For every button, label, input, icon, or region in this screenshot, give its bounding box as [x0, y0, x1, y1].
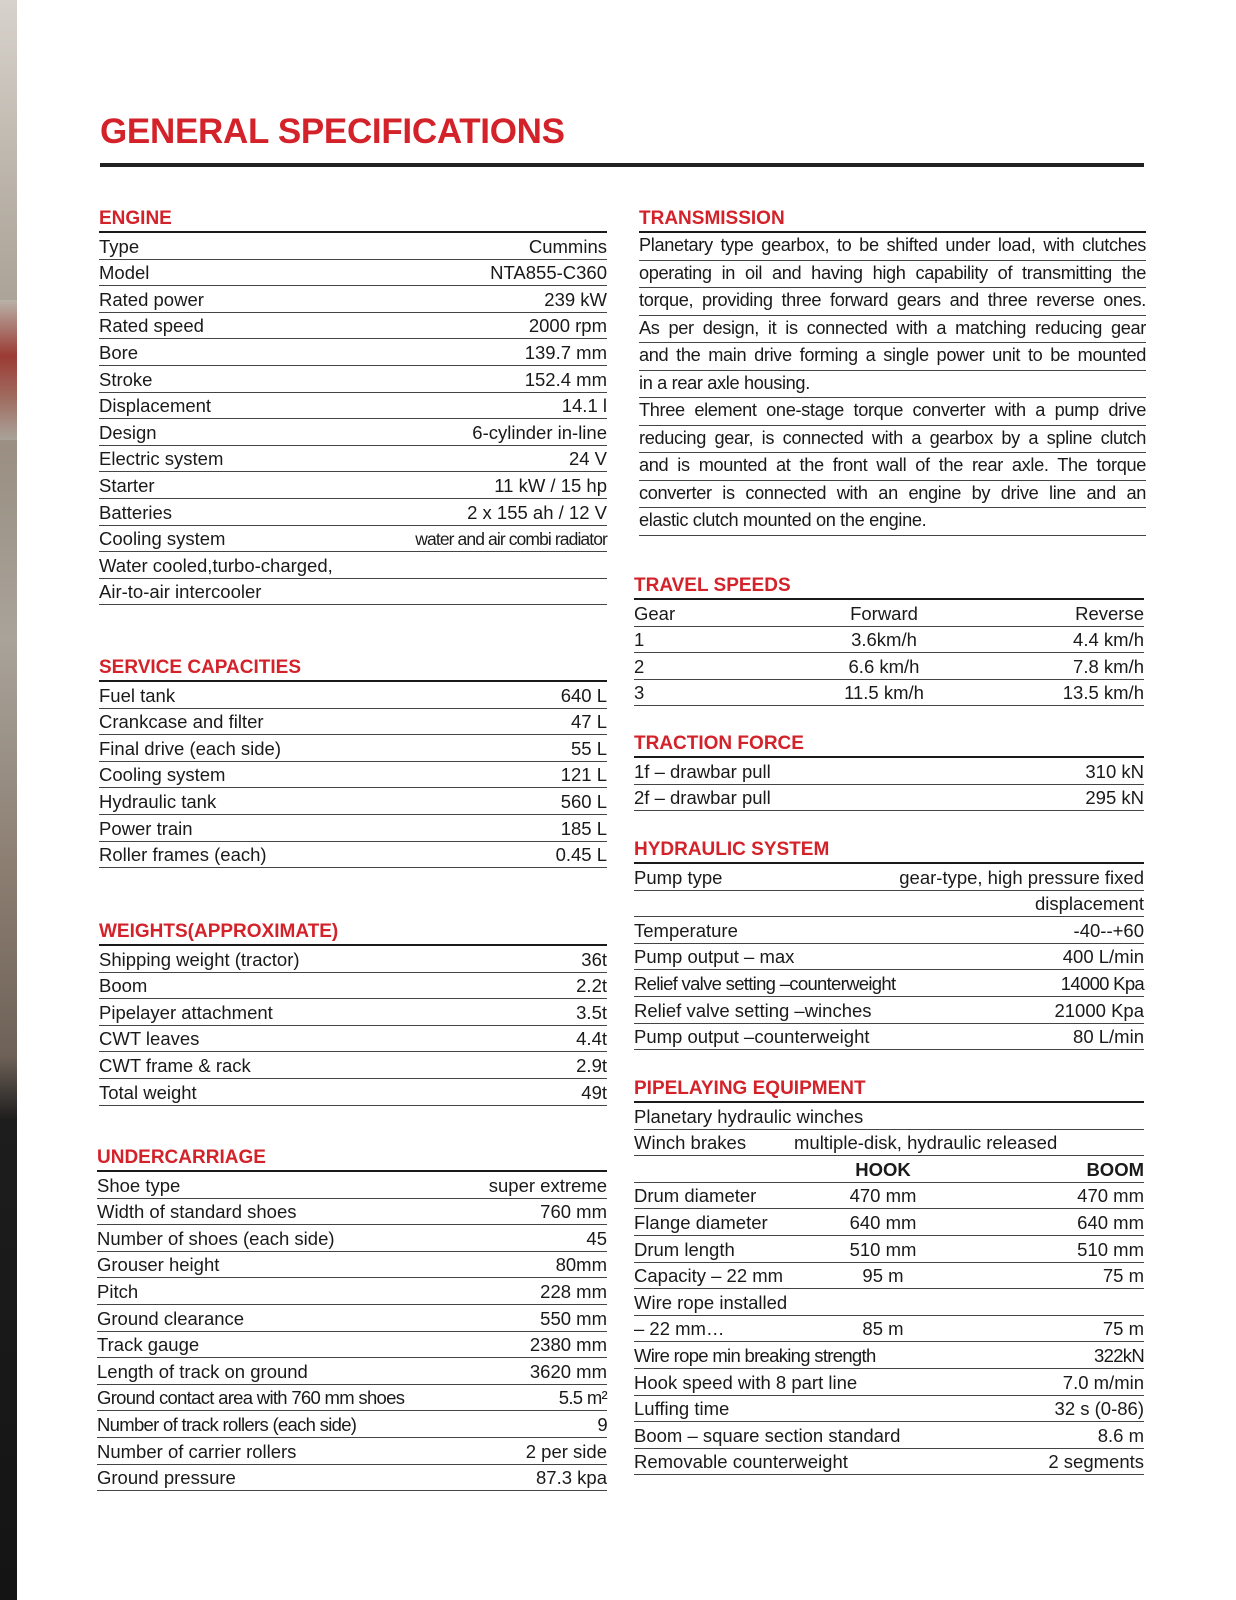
- undercarriage-value: 9: [597, 1413, 607, 1435]
- traction-rows: [634, 758, 1144, 811]
- wire-rope-label: Wire rope installed: [634, 1291, 788, 1313]
- service-value: 0.45 L: [555, 844, 607, 866]
- undercarriage-label: Number of track rollers (each side): [97, 1413, 357, 1435]
- weights-value: 49t: [581, 1081, 607, 1103]
- pump-type-row: [634, 864, 1144, 891]
- engine-value: 2000 rpm: [528, 315, 607, 337]
- edge-photo-detail: [0, 300, 17, 440]
- service-label: Fuel tank: [99, 684, 176, 706]
- engine-row: [99, 472, 607, 499]
- service-label: Power train: [99, 817, 193, 839]
- hydraulic-label: Temperature: [634, 919, 738, 941]
- undercarriage-value: 228 mm: [540, 1280, 607, 1302]
- pipelaying-value: 8.6 m: [1097, 1424, 1144, 1446]
- weights-value: 2.9t: [576, 1054, 607, 1076]
- service-value: 640 L: [560, 684, 607, 706]
- weights-row: [99, 973, 607, 1000]
- undercarriage-label: Track gauge: [97, 1334, 200, 1356]
- engine-value: 24 V: [568, 448, 607, 470]
- travel-speeds-section: [634, 574, 1144, 706]
- undercarriage-row: [97, 1358, 607, 1385]
- engine-value: 6-cylinder in-line: [472, 421, 607, 443]
- service-rows: [99, 682, 607, 868]
- engine-label: Type: [99, 235, 140, 257]
- transmission-line: and the main drive forming a single power unit to be mounted: [639, 343, 1146, 371]
- pipelaying-row: [634, 1236, 1144, 1263]
- pipelaying-cell: 75 m: [1102, 1265, 1144, 1287]
- pipelaying-section: [634, 1077, 1144, 1475]
- transmission-line: torque, providing three forward gears and three reverse ones.: [639, 288, 1146, 316]
- traction-value: 295 kN: [1085, 787, 1144, 809]
- engine-title: ENGINE: [99, 207, 607, 233]
- traction-title: TRACTION FORCE: [634, 732, 1144, 758]
- engine-row: [99, 419, 607, 446]
- travel-speeds-cell: 4.4 km/h: [1073, 629, 1144, 651]
- hydraulic-value: 80 L/min: [1073, 1026, 1144, 1048]
- transmission-text: [639, 233, 1146, 536]
- pipelaying-value: 32 s (0-86): [1054, 1398, 1144, 1420]
- engine-value: NTA855-C360: [490, 262, 607, 284]
- transmission-title: TRANSMISSION: [639, 207, 1146, 233]
- engine-row: [99, 313, 607, 340]
- weights-label: Boom: [99, 975, 148, 997]
- traction-row: [634, 785, 1144, 812]
- pipelaying-value: 2 segments: [1048, 1451, 1144, 1473]
- winch-brakes-row: [634, 1130, 1144, 1157]
- engine-value: 152.4 mm: [524, 368, 607, 390]
- pipelaying-value: 322kN: [1094, 1344, 1144, 1366]
- hydraulic-label: Pump output – max: [634, 946, 795, 968]
- wire-rope-cell: 85 m: [862, 1318, 904, 1340]
- undercarriage-rows: [97, 1172, 607, 1491]
- pipelaying-cell: Capacity – 22 mm: [634, 1265, 784, 1287]
- wire-rope-cell: – 22 mm…: [634, 1318, 725, 1340]
- pipelaying-row: [634, 1183, 1144, 1210]
- weights-label: Shipping weight (tractor): [99, 948, 300, 970]
- undercarriage-label: Ground pressure: [97, 1467, 236, 1489]
- pipelaying-row: [634, 1209, 1144, 1236]
- service-label: Crankcase and filter: [99, 711, 264, 733]
- service-row: [99, 788, 607, 815]
- undercarriage-section: [97, 1146, 607, 1491]
- service-row: [99, 682, 607, 709]
- engine-label: Electric system: [99, 448, 224, 470]
- hydraulic-value: 14000 Kpa: [1060, 972, 1144, 994]
- pipelaying-row: [634, 1396, 1144, 1423]
- pipelaying-label: Boom – square section standard: [634, 1424, 901, 1446]
- engine-label: Displacement: [99, 395, 212, 417]
- undercarriage-label: Ground clearance: [97, 1307, 245, 1329]
- transmission-line: Three element one-stage torque converter with a pump drive: [639, 398, 1146, 426]
- engine-label: Design: [99, 421, 157, 443]
- pipelaying-cell: Flange diameter: [634, 1211, 768, 1233]
- service-row: [99, 735, 607, 762]
- undercarriage-value: 87.3 kpa: [536, 1467, 607, 1489]
- weights-value: 36t: [581, 948, 607, 970]
- page-title: GENERAL SPECIFICATIONS: [100, 112, 565, 151]
- undercarriage-label: Length of track on ground: [97, 1360, 308, 1382]
- undercarriage-value: 5.5 m²: [558, 1387, 607, 1409]
- winch-brakes-label: Winch brakes: [634, 1132, 747, 1154]
- transmission-line: in a rear axle housing.: [639, 371, 1146, 399]
- weights-label: Pipelayer attachment: [99, 1001, 273, 1023]
- hydraulic-label: Relief valve setting –counterweight: [634, 972, 896, 994]
- transmission-line: Planetary type gearbox, to be shifted under load, with clutches: [639, 233, 1146, 261]
- engine-label: Rated speed: [99, 315, 204, 337]
- engine-row: [99, 286, 607, 313]
- wire-rope-cell: 75 m: [1102, 1318, 1144, 1340]
- engine-row: [99, 260, 607, 287]
- wire-rope-values: [634, 1316, 1144, 1343]
- travel-speeds-cell: 13.5 km/h: [1062, 682, 1144, 704]
- pipelaying-header-row: [634, 1156, 1144, 1183]
- engine-row: [99, 366, 607, 393]
- pipelaying-header-cell: HOOK: [855, 1158, 911, 1180]
- pump-type-value-1: gear-type, high pressure fixed: [899, 866, 1144, 888]
- engine-value: 2 x 155 ah / 12 V: [467, 501, 607, 523]
- service-title: SERVICE CAPACITIES: [99, 656, 607, 682]
- traction-label: 1f – drawbar pull: [634, 760, 771, 782]
- service-label: Roller frames (each): [99, 844, 267, 866]
- undercarriage-label: Number of carrier rollers: [97, 1440, 297, 1462]
- engine-label: Air-to-air intercooler: [99, 581, 262, 603]
- service-section: [99, 656, 607, 868]
- travel-speeds-header-row: [634, 600, 1144, 627]
- pipelaying-row: [634, 1449, 1144, 1476]
- service-value: 121 L: [560, 764, 607, 786]
- hydraulic-label: Pump output –counterweight: [634, 1026, 870, 1048]
- undercarriage-value: super extreme: [488, 1174, 607, 1196]
- traction-label: 2f – drawbar pull: [634, 787, 771, 809]
- pipelaying-cell: 510 mm: [1077, 1238, 1144, 1260]
- travel-speeds-cell: 1: [634, 629, 645, 651]
- left-edge-photo-strip: [0, 0, 17, 1600]
- undercarriage-label: Grouser height: [97, 1254, 220, 1276]
- weights-row: [99, 1052, 607, 1079]
- engine-row: [99, 552, 607, 579]
- weights-value: 2.2t: [576, 975, 607, 997]
- travel-speeds-row: [634, 627, 1144, 654]
- hydraulic-row: [634, 944, 1144, 971]
- hydraulic-section: [634, 838, 1144, 1050]
- engine-label: Bore: [99, 341, 139, 363]
- undercarriage-row: [97, 1465, 607, 1492]
- undercarriage-row: [97, 1172, 607, 1199]
- traction-section: [634, 732, 1144, 811]
- engine-row: [99, 393, 607, 420]
- engine-label: Stroke: [99, 368, 153, 390]
- engine-section: [99, 207, 607, 605]
- weights-row: [99, 946, 607, 973]
- weights-value: 4.4t: [576, 1028, 607, 1050]
- travel-speeds-cell: 3: [634, 682, 645, 704]
- pipelaying-title: PIPELAYING EQUIPMENT: [634, 1077, 1144, 1103]
- engine-value: water and air combi radiator: [415, 529, 607, 550]
- service-row: [99, 762, 607, 789]
- undercarriage-value: 2 per side: [525, 1440, 607, 1462]
- traction-value: 310 kN: [1085, 760, 1144, 782]
- pipelaying-label: Luffing time: [634, 1398, 730, 1420]
- service-label: Cooling system: [99, 764, 226, 786]
- service-row: [99, 815, 607, 842]
- engine-label: Rated power: [99, 288, 204, 310]
- engine-value: 139.7 mm: [524, 341, 607, 363]
- weights-row: [99, 999, 607, 1026]
- hydraulic-row: [634, 917, 1144, 944]
- pipelaying-row: [634, 1369, 1144, 1396]
- hydraulic-label: Relief valve setting –winches: [634, 999, 872, 1021]
- engine-value: Cummins: [528, 235, 607, 257]
- weights-rows: [99, 946, 607, 1106]
- engine-row: [99, 446, 607, 473]
- hydraulic-title: HYDRAULIC SYSTEM: [634, 838, 1144, 864]
- travel-speeds-cell: 7.8 km/h: [1073, 655, 1144, 677]
- pipelaying-cell: 470 mm: [1077, 1185, 1144, 1207]
- pipelaying-cell: 640 mm: [1077, 1211, 1144, 1233]
- hydraulic-row: [634, 997, 1144, 1024]
- travel-speeds-header-cell: Gear: [634, 602, 676, 624]
- undercarriage-row: [97, 1278, 607, 1305]
- undercarriage-label: Ground contact area with 760 mm shoes: [97, 1387, 405, 1409]
- pump-type-value-2: displacement: [1034, 893, 1144, 915]
- travel-speeds-cell: 2: [634, 655, 645, 677]
- pipelaying-cell: 640 mm: [849, 1211, 917, 1233]
- hydraulic-value: 21000 Kpa: [1054, 999, 1144, 1021]
- travel-speeds-header-cell: Reverse: [1075, 602, 1144, 624]
- engine-value: 14.1 l: [561, 395, 607, 417]
- undercarriage-value: 80mm: [555, 1254, 607, 1276]
- undercarriage-row: [97, 1305, 607, 1332]
- transmission-line: operating in oil and having high capability of transmitting the: [639, 261, 1146, 289]
- service-value: 47 L: [570, 711, 607, 733]
- pipelaying-cell: Drum length: [634, 1238, 735, 1260]
- pump-type-row-continued: [634, 891, 1144, 918]
- pump-type-label: Pump type: [634, 866, 723, 888]
- undercarriage-row: [97, 1225, 607, 1252]
- winches-row: [634, 1103, 1144, 1130]
- undercarriage-label: Pitch: [97, 1280, 139, 1302]
- hydraulic-rows: [634, 917, 1144, 1050]
- winches-label: Planetary hydraulic winches: [634, 1105, 864, 1127]
- pipelaying-row: [634, 1422, 1144, 1449]
- transmission-line: and is mounted at the front wall of the rear axle. The torque: [639, 453, 1146, 481]
- travel-speeds-cell: 11.5 km/h: [844, 682, 924, 704]
- pipelaying-cell: Drum diameter: [634, 1185, 757, 1207]
- undercarriage-title: UNDERCARRIAGE: [97, 1146, 607, 1172]
- transmission-section: [639, 207, 1146, 536]
- wire-rope-row: [634, 1289, 1144, 1316]
- weights-row: [99, 1079, 607, 1106]
- pipelaying-label: Wire rope min breaking strength: [634, 1344, 876, 1366]
- service-row: [99, 842, 607, 869]
- engine-row: [99, 339, 607, 366]
- undercarriage-value: 760 mm: [540, 1201, 607, 1223]
- transmission-line: reducing gear, is connected with a gearbox by a spline clutch: [639, 426, 1146, 454]
- transmission-line: As per design, it is connected with a matching reducing gear: [639, 316, 1146, 344]
- weights-label: CWT leaves: [99, 1028, 200, 1050]
- pipelaying-cell: 470 mm: [849, 1185, 917, 1207]
- hydraulic-value: -40--+60: [1073, 919, 1144, 941]
- pipelaying-value: 7.0 m/min: [1062, 1371, 1144, 1393]
- travel-speeds-title: TRAVEL SPEEDS: [634, 574, 1144, 600]
- hydraulic-row: [634, 970, 1144, 997]
- engine-value: 239 kW: [544, 288, 607, 310]
- service-value: 55 L: [570, 737, 607, 759]
- pipelaying-label: Removable counterweight: [634, 1451, 848, 1473]
- service-label: Final drive (each side): [99, 737, 281, 759]
- pipelaying-tail-rows: [634, 1342, 1144, 1475]
- undercarriage-value: 550 mm: [540, 1307, 607, 1329]
- weights-row: [99, 1026, 607, 1053]
- service-label: Hydraulic tank: [99, 790, 217, 812]
- undercarriage-label: Shoe type: [97, 1174, 181, 1196]
- undercarriage-row: [97, 1199, 607, 1226]
- undercarriage-row: [97, 1252, 607, 1279]
- engine-row: [99, 579, 607, 606]
- undercarriage-value: 45: [586, 1227, 607, 1249]
- undercarriage-value: 3620 mm: [529, 1360, 607, 1382]
- transmission-line: elastic clutch mounted on the engine.: [639, 508, 1146, 536]
- engine-rows: [99, 233, 607, 605]
- engine-row: [99, 233, 607, 260]
- pipelaying-cell: 95 m: [862, 1265, 904, 1287]
- engine-row: [99, 499, 607, 526]
- weights-label: CWT frame & rack: [99, 1054, 251, 1076]
- engine-row: [99, 526, 607, 553]
- engine-label: Batteries: [99, 501, 173, 523]
- engine-label: Starter: [99, 474, 155, 496]
- service-value: 560 L: [560, 790, 607, 812]
- travel-speeds-cell: 6.6 km/h: [848, 655, 920, 677]
- traction-row: [634, 758, 1144, 785]
- wire-rope-row: [634, 1316, 1144, 1343]
- hydraulic-value: 400 L/min: [1062, 946, 1144, 968]
- undercarriage-row: [97, 1438, 607, 1465]
- undercarriage-label: Width of standard shoes: [97, 1201, 297, 1223]
- service-row: [99, 709, 607, 736]
- engine-label: Cooling system: [99, 528, 226, 550]
- undercarriage-value: 2380 mm: [529, 1334, 607, 1356]
- pipelaying-hook-boom-table: [634, 1156, 1144, 1289]
- pipelaying-row: [634, 1342, 1144, 1369]
- pipelaying-header-cell: BOOM: [1086, 1158, 1144, 1180]
- hydraulic-row: [634, 1024, 1144, 1051]
- engine-label: Model: [99, 262, 150, 284]
- service-value: 185 L: [560, 817, 607, 839]
- travel-speeds-row: [634, 680, 1144, 707]
- engine-value: 11 kW / 15 hp: [494, 474, 607, 496]
- winch-brakes-value: multiple-disk, hydraulic released: [794, 1132, 1058, 1154]
- title-rule: [100, 163, 1144, 167]
- travel-speeds-table: [634, 600, 1144, 706]
- pipelaying-row: [634, 1263, 1144, 1290]
- pipelaying-cell: 510 mm: [849, 1238, 917, 1260]
- travel-speeds-row: [634, 653, 1144, 680]
- weights-value: 3.5t: [576, 1001, 607, 1023]
- engine-label: Water cooled,turbo-charged,: [99, 554, 333, 576]
- travel-speeds-header-cell: Forward: [850, 602, 918, 624]
- transmission-line: converter is connected with an engine by drive line and an: [639, 481, 1146, 509]
- weights-section: [99, 920, 607, 1106]
- weights-label: Total weight: [99, 1081, 197, 1103]
- weights-title: WEIGHTS(APPROXIMATE): [99, 920, 607, 946]
- travel-speeds-cell: 3.6km/h: [851, 629, 917, 651]
- pipelaying-label: Hook speed with 8 part line: [634, 1371, 858, 1393]
- undercarriage-row: [97, 1385, 607, 1412]
- undercarriage-label: Number of shoes (each side): [97, 1227, 335, 1249]
- undercarriage-row: [97, 1411, 607, 1438]
- undercarriage-row: [97, 1332, 607, 1359]
